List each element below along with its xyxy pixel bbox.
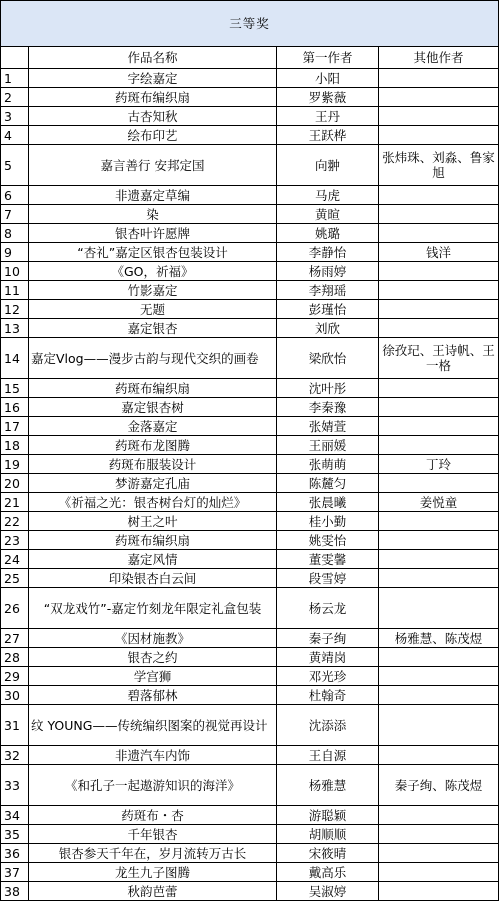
work-name: 药斑布服装设计 [29,455,277,474]
other-authors [379,474,499,493]
row-number: 20 [1,474,29,493]
first-author: 胡顺顺 [277,825,379,844]
row-number: 18 [1,436,29,455]
table-row [1,474,499,493]
work-name: 无题 [29,300,277,319]
first-author: 张婧萱 [277,417,379,436]
row-number: 35 [1,825,29,844]
table-row [1,588,499,629]
work-name: 银杏叶许愿牌 [29,224,277,243]
work-name: 学宫狮 [29,667,277,686]
other-authors [379,436,499,455]
table-row [1,705,499,746]
header-other-authors: 其他作者 [379,47,499,69]
header-first-author: 第一作者 [277,47,379,69]
work-name: 秋韵芭蕾 [29,882,277,901]
first-author: 戴高乐 [277,863,379,882]
work-name: 嘉定银杏树 [29,398,277,417]
table-row [1,746,499,765]
row-number: 37 [1,863,29,882]
first-author: 秦子绚 [277,629,379,648]
other-authors [379,844,499,863]
other-authors [379,806,499,825]
other-authors [379,107,499,126]
work-name: “杏礼”嘉定区银杏包装设计 [29,243,277,262]
row-number: 38 [1,882,29,901]
work-name: 绘布印艺 [29,126,277,145]
first-author: 王丽媛 [277,436,379,455]
row-number: 9 [1,243,29,262]
first-author: 姚雯怡 [277,531,379,550]
table-row [1,88,499,107]
work-name: 龙生九子图腾 [29,863,277,882]
table-row [1,186,499,205]
table-row [1,262,499,281]
table-row [1,224,499,243]
other-authors: 姜悦童 [379,493,499,512]
other-authors [379,825,499,844]
work-name: 药斑布・杏 [29,806,277,825]
row-number: 27 [1,629,29,648]
first-author: 刘欣 [277,319,379,338]
other-authors [379,379,499,398]
row-number: 23 [1,531,29,550]
table-row [1,512,499,531]
work-name: “双龙戏竹”-嘉定竹刻龙年限定礼盒包装 [29,588,277,629]
first-author: 杨雅慧 [277,765,379,806]
table-row [1,455,499,474]
header-no [1,47,29,69]
other-authors [379,224,499,243]
row-number: 26 [1,588,29,629]
other-authors [379,882,499,901]
row-number: 36 [1,844,29,863]
work-name: 银杏之约 [29,648,277,667]
header-row [1,47,499,69]
other-authors [379,648,499,667]
table-row [1,806,499,825]
table-row [1,648,499,667]
work-name: 《因材施教》 [29,629,277,648]
first-author: 李翔瑶 [277,281,379,300]
table-row [1,300,499,319]
work-name: 碧落郁林 [29,686,277,705]
row-number: 22 [1,512,29,531]
first-author: 王自源 [277,746,379,765]
other-authors [379,88,499,107]
row-number: 8 [1,224,29,243]
first-author: 向翀 [277,145,379,186]
work-name: 嘉定风情 [29,550,277,569]
work-name: 《祈福之光：银杏树台灯的灿烂》 [29,493,277,512]
row-number: 1 [1,69,29,88]
first-author: 沈叶彤 [277,379,379,398]
table-row [1,825,499,844]
table-row [1,844,499,863]
row-number: 4 [1,126,29,145]
other-authors [379,319,499,338]
first-author: 李秦豫 [277,398,379,417]
other-authors: 张炜珠、刘淼、鲁家旭 [379,145,499,186]
other-authors: 钱洋 [379,243,499,262]
first-author: 张萌萌 [277,455,379,474]
other-authors [379,126,499,145]
row-number: 25 [1,569,29,588]
first-author: 马虎 [277,186,379,205]
table-row [1,281,499,300]
work-name: 古杏知秋 [29,107,277,126]
row-number: 24 [1,550,29,569]
table-row [1,319,499,338]
first-author: 小阳 [277,69,379,88]
table-row [1,686,499,705]
other-authors [379,69,499,88]
row-number: 33 [1,765,29,806]
table-row [1,531,499,550]
table-row [1,398,499,417]
other-authors [379,417,499,436]
first-author: 陈麓匀 [277,474,379,493]
work-name: 嘉定银杏 [29,319,277,338]
other-authors [379,705,499,746]
table-row [1,417,499,436]
table-row [1,379,499,398]
work-name: 药斑布编织扇 [29,88,277,107]
table-row [1,667,499,686]
work-name: 印染银杏白云间 [29,569,277,588]
row-number: 31 [1,705,29,746]
row-number: 19 [1,455,29,474]
row-number: 3 [1,107,29,126]
work-name: 字绘嘉定 [29,69,277,88]
table-row [1,205,499,224]
table-row [1,863,499,882]
table-row [1,765,499,806]
row-number: 30 [1,686,29,705]
first-author: 杜翰奇 [277,686,379,705]
work-name: 金落嘉定 [29,417,277,436]
table-row [1,107,499,126]
row-number: 11 [1,281,29,300]
row-number: 29 [1,667,29,686]
other-authors: 杨雅慧、陈茂煜 [379,629,499,648]
table-row [1,569,499,588]
row-number: 10 [1,262,29,281]
other-authors [379,281,499,300]
first-author: 李静怡 [277,243,379,262]
first-author: 沈添添 [277,705,379,746]
page-title: 三等奖 [1,1,499,47]
work-name: 非遗汽车内饰 [29,746,277,765]
other-authors [379,588,499,629]
row-number: 32 [1,746,29,765]
first-author: 杨云龙 [277,588,379,629]
row-number: 13 [1,319,29,338]
table-row [1,145,499,186]
table-row [1,882,499,901]
first-author: 吴淑婷 [277,882,379,901]
table-row [1,243,499,262]
other-authors [379,746,499,765]
work-name: 竹影嘉定 [29,281,277,300]
first-author: 桂小勤 [277,512,379,531]
first-author: 游聪颖 [277,806,379,825]
other-authors [379,531,499,550]
table-row [1,493,499,512]
work-name: 药斑布编织扇 [29,531,277,550]
work-name: 非遗嘉定草编 [29,186,277,205]
work-name: 药斑布编织扇 [29,379,277,398]
work-name: 染 [29,205,277,224]
other-authors [379,667,499,686]
first-author: 王丹 [277,107,379,126]
table-row [1,69,499,88]
first-author: 黄暄 [277,205,379,224]
other-authors: 丁玲 [379,455,499,474]
table-row [1,550,499,569]
title-row [1,1,499,47]
work-name: 千年银杏 [29,825,277,844]
table-row [1,126,499,145]
row-number: 16 [1,398,29,417]
other-authors [379,569,499,588]
other-authors [379,300,499,319]
first-author: 邓光珍 [277,667,379,686]
other-authors [379,398,499,417]
first-author: 罗紫薇 [277,88,379,107]
table-row [1,338,499,379]
table-row [1,629,499,648]
row-number: 28 [1,648,29,667]
other-authors [379,686,499,705]
other-authors [379,512,499,531]
row-number: 5 [1,145,29,186]
other-authors [379,550,499,569]
other-authors: 秦子绚、陈茂煜 [379,765,499,806]
first-author: 张晨曦 [277,493,379,512]
row-number: 6 [1,186,29,205]
row-number: 15 [1,379,29,398]
first-author: 王跃桦 [277,126,379,145]
other-authors [379,186,499,205]
header-name: 作品名称 [29,47,277,69]
work-name: 纹 YOUNG——传统编织图案的视觉再设计 [29,705,277,746]
work-name: 嘉言善行 安邦定国 [29,145,277,186]
first-author: 梁欣怡 [277,338,379,379]
other-authors [379,205,499,224]
other-authors [379,863,499,882]
first-author: 姚璐 [277,224,379,243]
work-name: 梦游嘉定孔庙 [29,474,277,493]
first-author: 董雯馨 [277,550,379,569]
work-name: 《GO，祈福》 [29,262,277,281]
work-name: 《和孔子一起遨游知识的海洋》 [29,765,277,806]
first-author: 段雪婷 [277,569,379,588]
work-name: 药斑布龙图腾 [29,436,277,455]
row-number: 34 [1,806,29,825]
other-authors: 徐孜玘、王诗帆、王一格 [379,338,499,379]
row-number: 17 [1,417,29,436]
row-number: 14 [1,338,29,379]
work-name: 树王之叶 [29,512,277,531]
row-number: 12 [1,300,29,319]
row-number: 2 [1,88,29,107]
first-author: 杨雨婷 [277,262,379,281]
other-authors [379,262,499,281]
first-author: 彭瑾怡 [277,300,379,319]
first-author: 宋筱晴 [277,844,379,863]
row-number: 7 [1,205,29,224]
work-name: 银杏参天千年在，岁月流转万古长 [29,844,277,863]
work-name: 嘉定Vlog——漫步古韵与现代交织的画卷 [29,338,277,379]
row-number: 21 [1,493,29,512]
table-row [1,436,499,455]
first-author: 黄靖岗 [277,648,379,667]
